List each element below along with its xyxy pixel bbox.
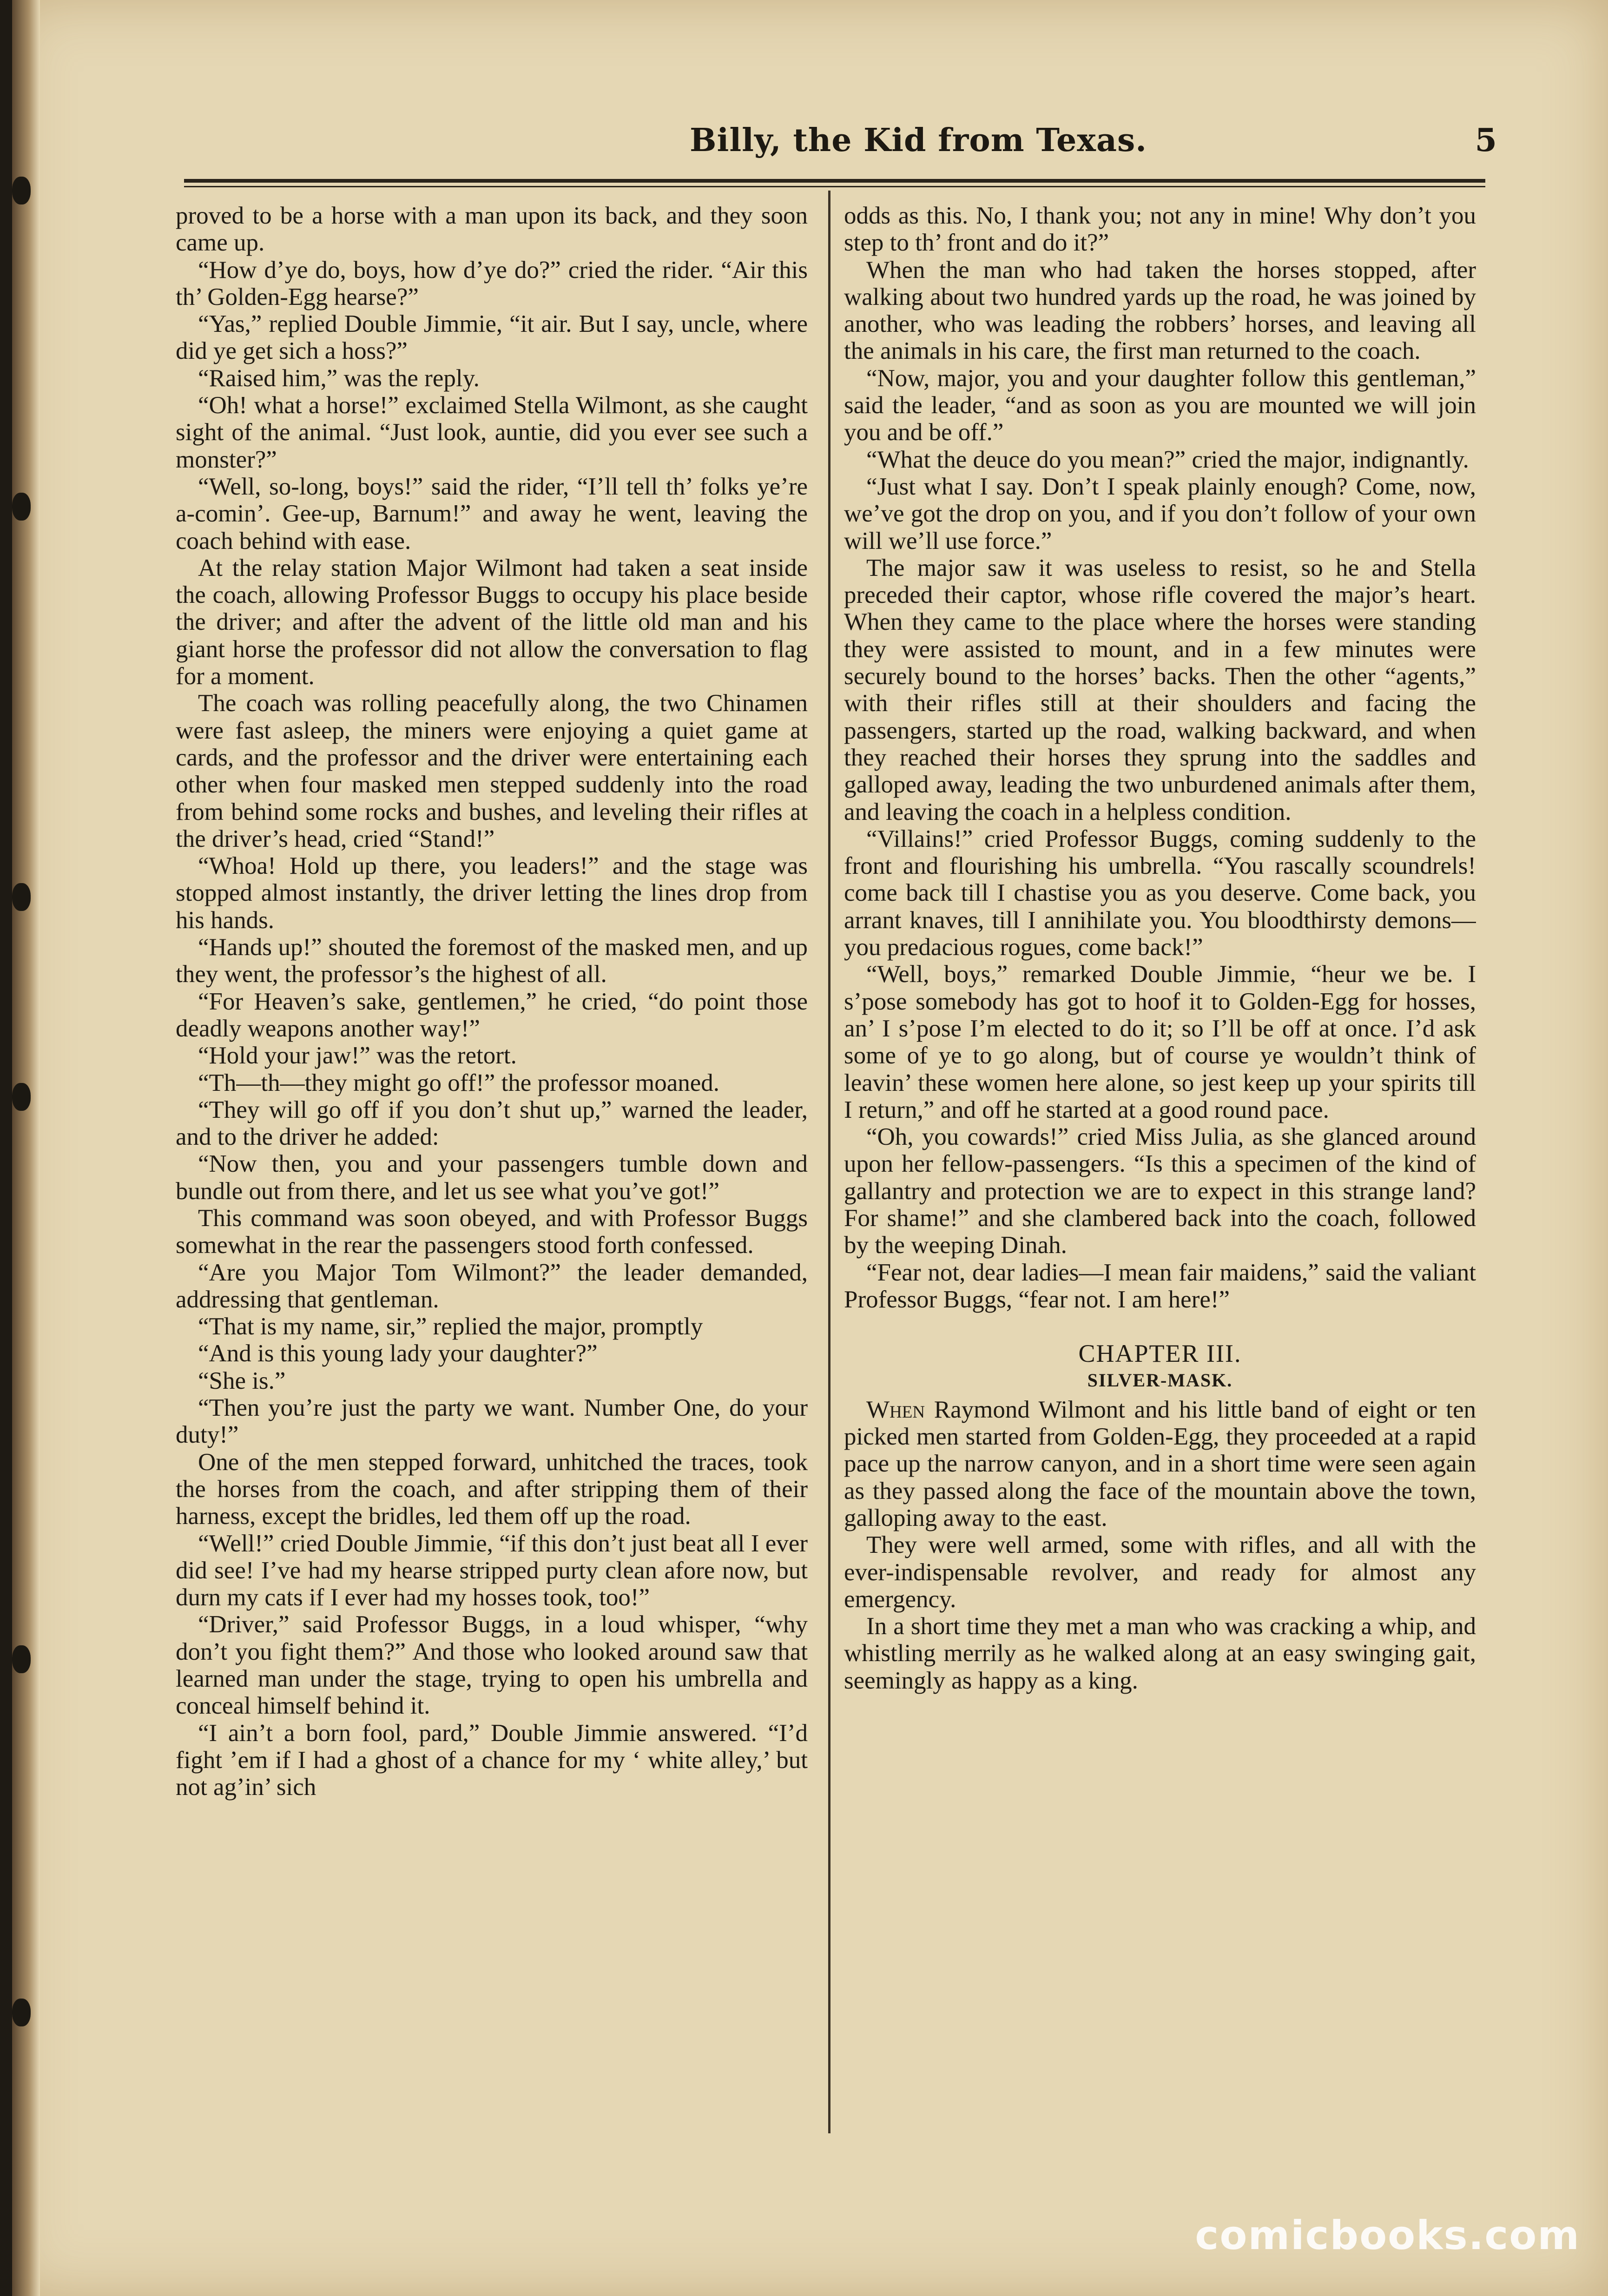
chapter-subtitle: SILVER-MASK. bbox=[1087, 1370, 1233, 1391]
paragraph: “Are you Major Tom Wilmont?” the leader demanded, addressing that gentleman. bbox=[176, 1259, 808, 1313]
paragraph: “I ain’t a born fool, pard,” Double Jimmie answered. “I’d fight ’em if I had a ghost of a chance for my ‘ white alley,’ but not ag’in’ sich bbox=[176, 1719, 808, 1801]
chapter-lead-word: When bbox=[866, 1396, 925, 1423]
running-title: Billy, the Kid from Texas. bbox=[690, 122, 1147, 159]
paragraph: One of the men stepped forward, unhitched the traces, took the horses from the coach, and after stripping them of their harness, except the bridles, led them off up the road. bbox=[176, 1448, 808, 1530]
paragraph: At the relay station Major Wilmont had taken a seat inside the coach, allowing Professor Buggs to occupy his place beside the driver; and after the advent of the little old man and his giant horse the professor did not allow the conversation to flag for a moment. bbox=[176, 554, 808, 690]
paragraph: “Hands up!” shouted the foremost of the masked men, and up they went, the professor’s the highest of all. bbox=[176, 934, 808, 988]
paragraph: “Well, so-long, boys!” said the rider, “I’ll tell th’ folks ye’re a-comin’. Gee-up, Barnum!” and away he went, leaving the coach behind with ease. bbox=[176, 473, 808, 554]
header-rule-thin bbox=[184, 186, 1485, 187]
paragraph: “Fear not, dear ladies—I mean fair maidens,” said the valiant Professor Buggs, “fear not. I am here!” bbox=[844, 1259, 1476, 1313]
book-page bbox=[12, 0, 1608, 2296]
paragraph: When the man who had taken the horses stopped, after walking about two hundred yards up the road, he was joined by another, who was leading the robbers’ horses, and leaving all the animals in his care, the first man returned to the coach. bbox=[844, 256, 1476, 365]
paragraph: odds as this. No, I thank you; not any in mine! Why don’t you step to th’ front and do it?” bbox=[844, 202, 1476, 257]
chapter-title: CHAPTER III. bbox=[1078, 1339, 1242, 1368]
paragraph: “Well!” cried Double Jimmie, “if this don’t just beat all I ever did see! I’ve had my hearse stripped purty clean afore now, but durn my cats if I ever had my hosses took, too!” bbox=[176, 1530, 808, 1611]
binding-hole bbox=[12, 493, 31, 521]
paragraph: In a short time they met a man who was cracking a whip, and whistling merrily as he walked along at an easy swinging gait, seemingly as happy as a king. bbox=[844, 1613, 1476, 1694]
paragraph: proved to be a horse with a man upon its back, and they soon came up. bbox=[176, 202, 808, 257]
paragraph: “Hold your jaw!” was the retort. bbox=[198, 1042, 517, 1069]
paragraph: “For Heaven’s sake, gentlemen,” he cried, “do point those deadly weapons another way!” bbox=[176, 988, 808, 1042]
paragraph: This command was soon obeyed, and with Professor Buggs somewhat in the rear the passengers stood forth confessed. bbox=[176, 1204, 808, 1259]
paragraph: “Yas,” replied Double Jimmie, “it air. But I say, uncle, where did ye get sich a hoss?” bbox=[176, 310, 808, 365]
paragraph: “And is this young lady your daughter?” bbox=[198, 1340, 598, 1367]
paragraph: “Oh! what a horse!” exclaimed Stella Wilmont, as she caught sight of the animal. “Just look, auntie, did you ever see such a monster?” bbox=[176, 392, 808, 473]
paragraph: The major saw it was useless to resist, so he and Stella preceded their captor, whose rifle covered the major’s heart. When they came to the place where the horses were standing they were assisted to mount, and in a few minutes were securely bound to the horses’ backs. Then the other “agents,” with their rifles still at their shoulders and facing the passengers, started up the road, walking backward, and when they reached their horses they sprung into the saddles and galloped away, leading the two unburdened animals after them, and leaving the coach in a helpless condition. bbox=[844, 554, 1476, 825]
right-column bbox=[844, 202, 1476, 2131]
binding-hole bbox=[12, 1999, 31, 2026]
chapter-paragraphs bbox=[844, 1531, 1476, 1694]
paragraph: “That is my name, sir,” replied the major, promptly bbox=[198, 1313, 703, 1340]
header-rule bbox=[184, 179, 1485, 183]
page-binding-edge bbox=[12, 0, 40, 2296]
paragraph: “Whoa! Hold up there, you leaders!” and the stage was stopped almost instantly, the driver letting the lines drop from his hands. bbox=[176, 852, 808, 934]
paragraph: “They will go off if you don’t shut up,” warned the leader, and to the driver he added: bbox=[176, 1096, 808, 1151]
binding-hole bbox=[12, 1645, 31, 1673]
paragraph: “What the deuce do you mean?” cried the major, indignantly. bbox=[866, 446, 1469, 473]
paragraph: “Just what I say. Don’t I speak plainly enough? Come, now, we’ve got the drop on you, and if you don’t follow of your own will we’ll use force.” bbox=[844, 473, 1476, 554]
page-number: 5 bbox=[1475, 122, 1497, 159]
paragraph: “Now then, you and your passengers tumble down and bundle out from there, and let us see what you’ve got!” bbox=[176, 1150, 808, 1205]
binding-hole bbox=[12, 177, 31, 205]
binding-hole bbox=[12, 1083, 31, 1111]
left-column bbox=[176, 202, 808, 2131]
paragraph: “Raised him,” was the reply. bbox=[198, 364, 480, 392]
watermark: comicbooks.com bbox=[1195, 2212, 1580, 2259]
chapter-first-paragraph-text: Raymond Wilmont and his little band of eight or ten picked men started from Golden-Egg, they proceeded at a rapid pace up the narrow canyon, and in a short time were seen again as they passed along the face of the mountain above the town, galloping away to the east. bbox=[844, 1396, 1476, 1531]
binding-hole bbox=[12, 883, 31, 911]
paragraph: “Oh, you cowards!” cried Miss Julia, as she glanced around upon her fellow-passengers. “Is this a specimen of the kind of gallantry and protection we are to expect in this strange land? For shame!” and she clambered back into the coach, followed by the weeping Dinah. bbox=[844, 1123, 1476, 1259]
paragraph: “Driver,” said Professor Buggs, in a loud whisper, “why don’t you fight them?” And those who looked around saw that learned man under the stage, trying to open his umbrella and conceal himself behind it. bbox=[176, 1611, 808, 1720]
paragraph: “Now, major, you and your daughter follow this gentleman,” said the leader, “and as soon as you are mounted we will join you and be off.” bbox=[844, 364, 1476, 446]
paragraph: “Th—th—they might go off!” the professor moaned. bbox=[198, 1069, 720, 1096]
paragraph: They were well armed, some with rifles, and all with the ever-indispensable revolver, and ready for almost any emergency. bbox=[844, 1531, 1476, 1613]
paragraph: “Well, boys,” remarked Double Jimmie, “heur we be. I s’pose somebody has got to hoof it to Golden-Egg for hosses, an’ I s’pose I’m elected to do it; so I’ll be off at once. I’d ask some of ye to go along, but of course ye wouldn’t think of leavin’ these women here alone, so jest keep up your spirits till I return,” and off he started at a good round pace. bbox=[844, 961, 1476, 1123]
column-divider bbox=[828, 191, 830, 2133]
paragraph: “Then you’re just the party we want. Number One, do your duty!” bbox=[176, 1394, 808, 1449]
paragraph: “How d’ye do, boys, how d’ye do?” cried the rider. “Air this th’ Golden-Egg hearse?” bbox=[176, 256, 808, 310]
chapter-first-paragraph bbox=[844, 1396, 1476, 1531]
paragraph: “She is.” bbox=[198, 1367, 286, 1394]
paragraph: “Villains!” cried Professor Buggs, coming suddenly to the front and flourishing his umbrella. “You rascally scoundrels! come back till I chastise you as you deserve. Come back, you arrant knaves, till I annihilate you. You bloodthirsty demons—you predacious rogues, come back!” bbox=[844, 825, 1476, 961]
right-column-paragraphs bbox=[844, 202, 1476, 1313]
paragraph: The coach was rolling peacefully along, the two Chinamen were fast asleep, the miners were enjoying a quiet game at cards, and the professor and the driver were entertaining each other when four masked men stepped suddenly into the road from behind some rocks and bushes, and leveling their rifles at the driver’s head, cried “Stand!” bbox=[176, 690, 808, 852]
